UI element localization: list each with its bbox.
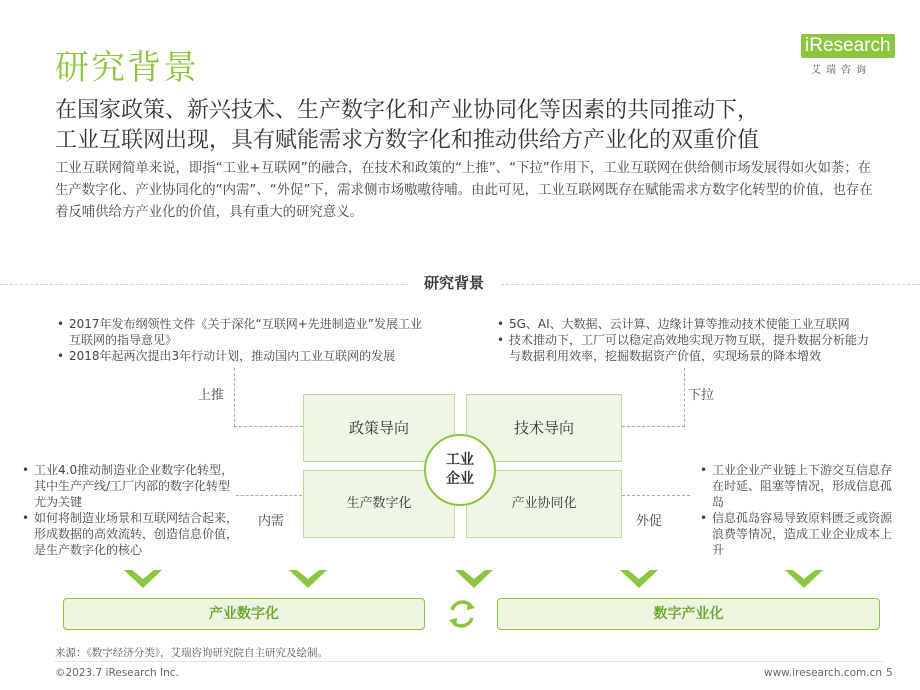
production-bullets	[20, 462, 238, 558]
label-pull: 下拉	[688, 388, 715, 403]
label-push: 上推	[198, 388, 225, 403]
chevron-down-icon	[785, 568, 823, 590]
list-item: • 工业4.0推动制造业企业数字化转型，其中生产产线/工厂内部的数字化转型尤为关键	[20, 462, 238, 510]
logo-brand-text: iResearch	[801, 34, 895, 58]
source-note: 来源：《数字经济分类》，艾瑞咨询研究院自主研究及绘制。	[55, 647, 328, 659]
list-item: • 如何将制造业场景和互联网结合起来，形成数据的高效流转，创造信息价值，是生产数字化的核心	[20, 510, 238, 558]
list-item: • 2017年发布纲领性文件《关于深化“互联网+先进制造业”发展工业互联网的指导意见》	[55, 316, 425, 348]
industry-digitization-box	[63, 598, 425, 630]
center-line-1: 工业	[446, 452, 474, 468]
footer-divider	[55, 661, 885, 662]
list-item: • 2018年起两次提出3年行动计划，推动国内工业互联网的发展	[55, 348, 425, 364]
chevron-down-icon	[620, 568, 658, 590]
tech-bullets	[495, 316, 870, 364]
list-item: • 信息孤岛容易导致原料匮乏或资源浪费等情况，造成工业企业成本上升	[698, 510, 898, 558]
label-external: 外促	[636, 514, 663, 529]
page-title: 研究背景	[55, 48, 199, 88]
tech-quadrant-label: 技术导向	[513, 419, 574, 437]
list-item: • 技术推动下，工厂可以稳定高效地实现万物互联，提升数据分析能力与数据利用效率，挖掘数据资产价值，实现场景的降本增效	[495, 332, 870, 364]
section-title: 研究背景	[408, 272, 500, 293]
center-line-2: 企业	[446, 471, 474, 487]
chevron-down-icon	[455, 568, 493, 590]
footer-url: www.iresearch.com.cn	[764, 667, 883, 679]
production-quadrant-label: 生产数字化	[346, 496, 412, 511]
footer-copyright: ©2023.7 iResearch Inc.	[55, 667, 179, 679]
headline-line-1: 在国家政策、新兴技术、生产数字化和产业协同化等因素的共同推动下，	[55, 98, 760, 123]
collaboration-bullets	[698, 462, 898, 558]
chevron-down-icon	[124, 568, 162, 590]
list-item: • 工业企业产业链上下游交互信息存在时延、阻塞等情况，形成信息孤岛	[698, 462, 898, 510]
label-internal: 内需	[258, 514, 285, 529]
cycle-arrows-icon	[444, 596, 480, 632]
intro-paragraph: 工业互联网简单来说，即指“工业+互联网”的融合，在技术和政策的“上推”、“下拉”作用下，工业互联网在供给侧市场发展得如火如荼；在生产数字化、产业协同化的“内需”、“外促”下，需求侧市场嗷嗷待哺。由此可见，工业互联网既存在赋能需求方数字化转型的价值，也存在着反哺供给方产业化的价值，具有重大的研究意义。	[55, 161, 873, 220]
list-item: • 5G、AI、大数据、云计算、边缘计算等推动技术使能工业互联网	[495, 316, 870, 332]
digital-industrialization-label: 数字产业化	[653, 606, 724, 622]
industry-digitization-label: 产业数字化	[209, 606, 279, 622]
push-connector	[234, 368, 303, 427]
logo-sub-text: 艾瑞咨询	[811, 65, 871, 76]
industrial-enterprise-circle	[424, 434, 496, 506]
collaboration-quadrant-label: 产业协同化	[511, 496, 577, 511]
policy-bullets	[55, 316, 425, 364]
page-number: 5	[886, 667, 893, 679]
policy-quadrant-label: 政策导向	[348, 419, 409, 437]
headline-line-2: 工业互联网出现，具有赋能需求方数字化和推动供给方产业化的双重价值	[55, 128, 760, 153]
pull-connector	[622, 368, 685, 427]
iresearch-logo	[789, 34, 889, 80]
chevron-down-icon	[289, 568, 327, 590]
digital-industrialization-box	[497, 598, 880, 630]
